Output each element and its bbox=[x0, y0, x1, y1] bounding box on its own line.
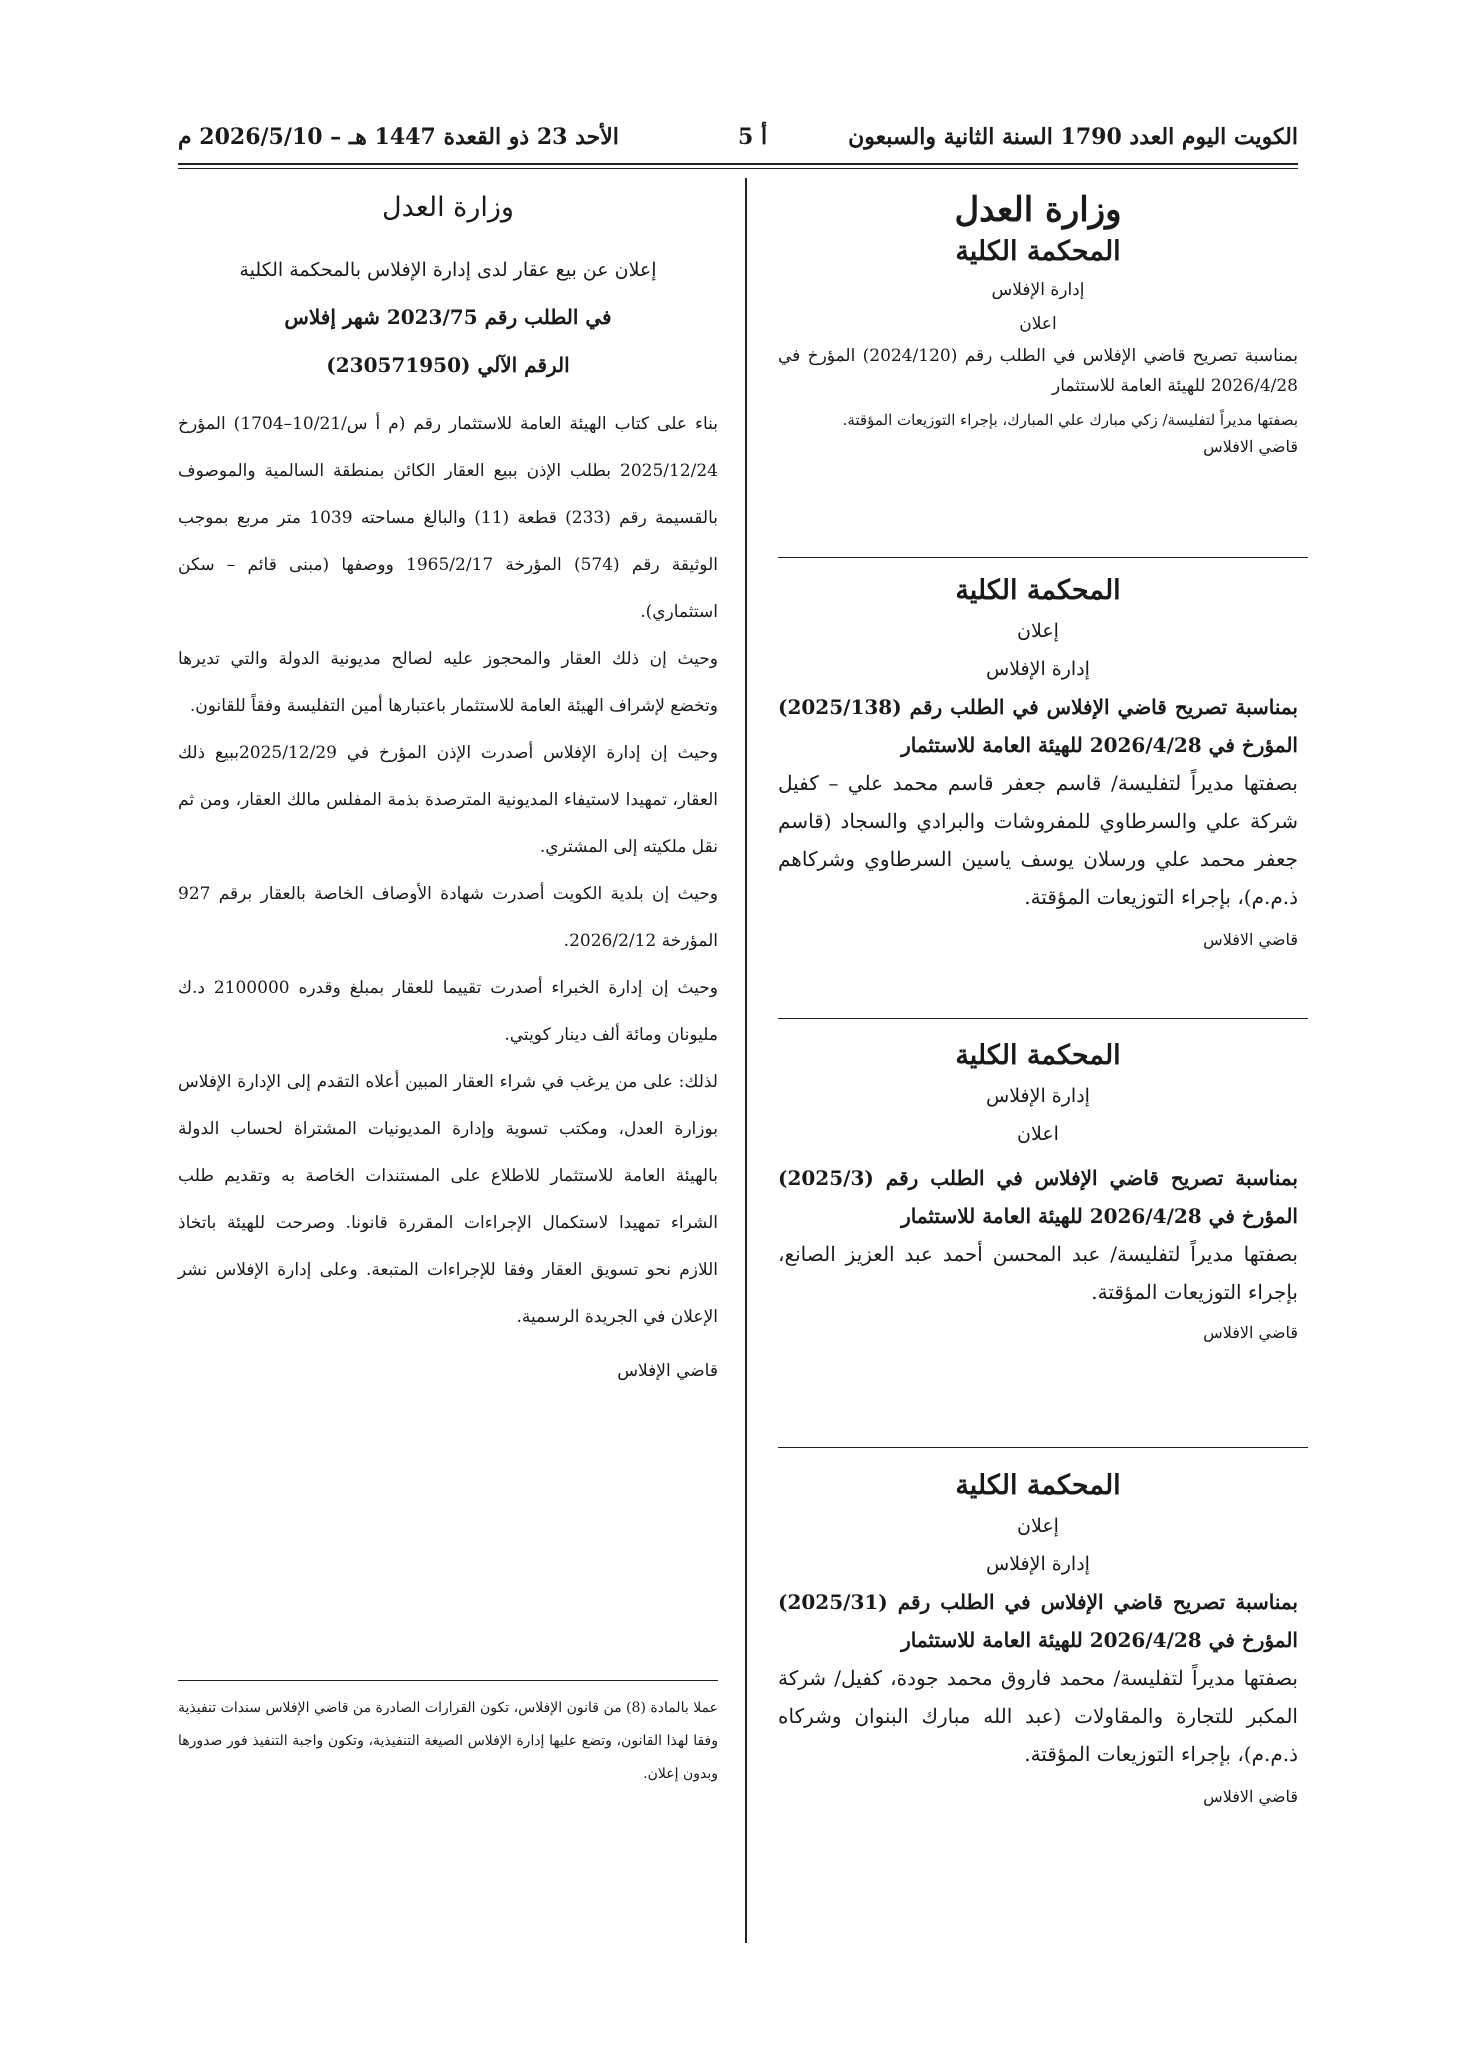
footnote-rule bbox=[178, 1680, 718, 1681]
footnote-text: عملا بالمادة (8) من قانون الإفلاس، تكون القرارات الصادرة من قاضي الإفلاس سندات تنفيذية وفقا لهذا القانون، وتضع عليها إدارة الإفلاس الصيغة التنفيذية، وتكون واجبة التنفيذ فور صدورها وبدون إعلان. bbox=[178, 1700, 718, 1782]
notice-body-2: بصفتها مديراً لتفليسة/ عبد المحسن أحمد عبد العزيز الصانع، بإجراء التوزيعات المؤقتة. bbox=[778, 1242, 1298, 1304]
header-rule-thin bbox=[178, 168, 1298, 169]
notice-signature: قاضي الافلاس bbox=[1203, 1323, 1298, 1342]
notice-1 bbox=[778, 190, 1298, 456]
court-title: المحكمة الكلية bbox=[955, 236, 1121, 267]
auto-number: الرقم الآلي (230571950) bbox=[326, 353, 570, 377]
notice-body-2: بصفتها مديراً لتفليسة/ محمد فاروق محمد جودة، كفيل/ شركة المكبر للتجارة والمقاولات (عبد الله مبارك البنوان وشركاه ذ.م.م)، بإجراء التوزيعات المؤقتة. bbox=[778, 1666, 1298, 1766]
paragraph: وحيث إن إدارة الإفلاس أصدرت الإذن المؤرخ في 2025/12/29ببيع ذلك العقار، تمهيدا لاستيفاء المديونية المترصدة بذمة المفلس مالك العقار، ومن ثم نقل ملكيته إلى المشتري. bbox=[178, 743, 718, 857]
notice-separator bbox=[778, 557, 1308, 558]
notice-body-2: بصفتها مديراً لتفليسة/ قاسم جعفر قاسم محمد علي – كفيل شركة علي والسرطاوي للمفروشات والبرادي والسجاد (قاسم جعفر محمد علي ورسلان يوسف ياسين السرطاوي وشركاهم ذ.م.م)، بإجراء التوزيعات المؤقتة. bbox=[778, 771, 1298, 909]
request-number: في الطلب رقم 2023/75 شهر إفلاس bbox=[284, 305, 612, 329]
column-divider bbox=[745, 178, 747, 1943]
header-date: الأحد 23 ذو القعدة 1447 هـ – 2026/5/10 م bbox=[178, 124, 619, 150]
notice-body: بمناسبة تصريح قاضي الإفلاس في الطلب رقم (2024/120) المؤرخ في 2026/4/28 للهيئة العامة للاستثمار bbox=[778, 346, 1299, 396]
paragraph: وحيث إن إدارة الخبراء أصدرت تقييما للعقار بمبلغ وقدره 2100000 د.ك مليونان ومائة ألف دينار كويتي. bbox=[178, 978, 718, 1045]
notice-2 bbox=[778, 575, 1298, 949]
notice-signature: قاضي الافلاس bbox=[1203, 930, 1298, 949]
notice-4 bbox=[778, 1470, 1298, 1806]
paragraph: وحيث إن ذلك العقار والمحجوز عليه لصالح مديونية الدولة والتي تديرها وتخضع لإشراف الهيئة العامة للاستثمار باعتبارها أمين التفليسة وفقاً للقانون. bbox=[178, 649, 718, 716]
paragraph: لذلك: على من يرغب في شراء العقار المبين أعلاه التقدم إلى الإدارة الإفلاس بوزارة العدل، ومكتب تسوية وإدارة المديونيات المشتراة لحساب الدولة بالهيئة العامة للاستثمار للاطلاع على المستندات الخاصة به وتقديم طلب الشراء تمهيدا لاستكمال الإجراءات المقررة قانونا. وصرحت للهيئة باتخاذ اللازم نحو تسويق العقار وفقا للإجراءات المتبعة. وعلى إدارة الإفلاس نشر الإعلان في الجريدة الرسمية. bbox=[178, 1072, 718, 1327]
notice-body-2: بصفتها مديراً لتفليسة/ زكي مبارك علي المبارك، بإجراء التوزيعات المؤقتة. bbox=[842, 411, 1298, 429]
footnote bbox=[178, 1692, 718, 1791]
notice-3 bbox=[778, 1040, 1298, 1342]
notice-signature: قاضي الافلاس bbox=[1203, 1787, 1298, 1806]
header-rule bbox=[178, 163, 1298, 165]
notice-body: بمناسبة تصريح قاضي الإفلاس في الطلب رقم (2025/3) المؤرخ في 2026/4/28 للهيئة العامة للاستثمار bbox=[778, 1166, 1298, 1228]
court-title: المحكمة الكلية bbox=[955, 575, 1121, 606]
page-header bbox=[178, 118, 1298, 162]
court-title: المحكمة الكلية bbox=[955, 1040, 1121, 1071]
notice-signature: قاضي الإفلاس bbox=[617, 1361, 718, 1381]
notice-signature: قاضي الافلاس bbox=[1203, 437, 1298, 456]
dept-label: إدارة الإفلاس bbox=[986, 658, 1090, 680]
dept-label: إدارة الإفلاس bbox=[991, 280, 1085, 300]
notice-word: إعلان bbox=[1017, 620, 1059, 642]
notice-word: اعلان bbox=[1019, 314, 1057, 334]
notice-separator bbox=[778, 1018, 1308, 1019]
ministry-title: وزارة العدل bbox=[954, 190, 1122, 230]
ministry-title: وزارة العدل bbox=[382, 192, 514, 223]
paragraph: بناء على كتاب الهيئة العامة للاستثمار رقم (م أ س/10/21–1704) المؤرخ 2025/12/24 بطلب الإذن ببيع العقار الكائن بمنطقة السالمية والموصوف بالقسيمة رقم (233) قطعة (11) والبالغ مساحته 1039 متر مربع بموجب الوثيقة رقم (574) المؤرخة 1965/2/17 ووصفها (مبنى قائم – سكن استثماري). bbox=[178, 414, 718, 622]
notice-body: بمناسبة تصريح قاضي الإفلاس في الطلب رقم (2025/138) المؤرخ في 2026/4/28 للهيئة العامة للاستثمار bbox=[778, 695, 1298, 757]
dept-label: إدارة الإفلاس bbox=[986, 1085, 1090, 1107]
notice-separator bbox=[778, 1447, 1308, 1448]
notice-title: إعلان عن بيع عقار لدى إدارة الإفلاس بالمحكمة الكلية bbox=[239, 259, 657, 281]
court-title: المحكمة الكلية bbox=[955, 1470, 1121, 1501]
sale-notice bbox=[178, 192, 718, 1381]
notice-word: اعلان bbox=[1017, 1123, 1059, 1145]
paragraph: وحيث إن بلدية الكويت أصدرت شهادة الأوصاف الخاصة بالعقار برقم 927 المؤرخة 2026/2/12. bbox=[178, 884, 718, 951]
header-page-number: أ 5 bbox=[738, 124, 768, 150]
notice-word: إعلان bbox=[1017, 1515, 1059, 1537]
dept-label: إدارة الإفلاس bbox=[986, 1553, 1090, 1575]
notice-body: بمناسبة تصريح قاضي الإفلاس في الطلب رقم (2025/31) المؤرخ في 2026/4/28 للهيئة العامة للاستثمار bbox=[778, 1590, 1298, 1652]
header-issue: الكويت اليوم العدد 1790 السنة الثانية والسبعون bbox=[848, 124, 1298, 150]
